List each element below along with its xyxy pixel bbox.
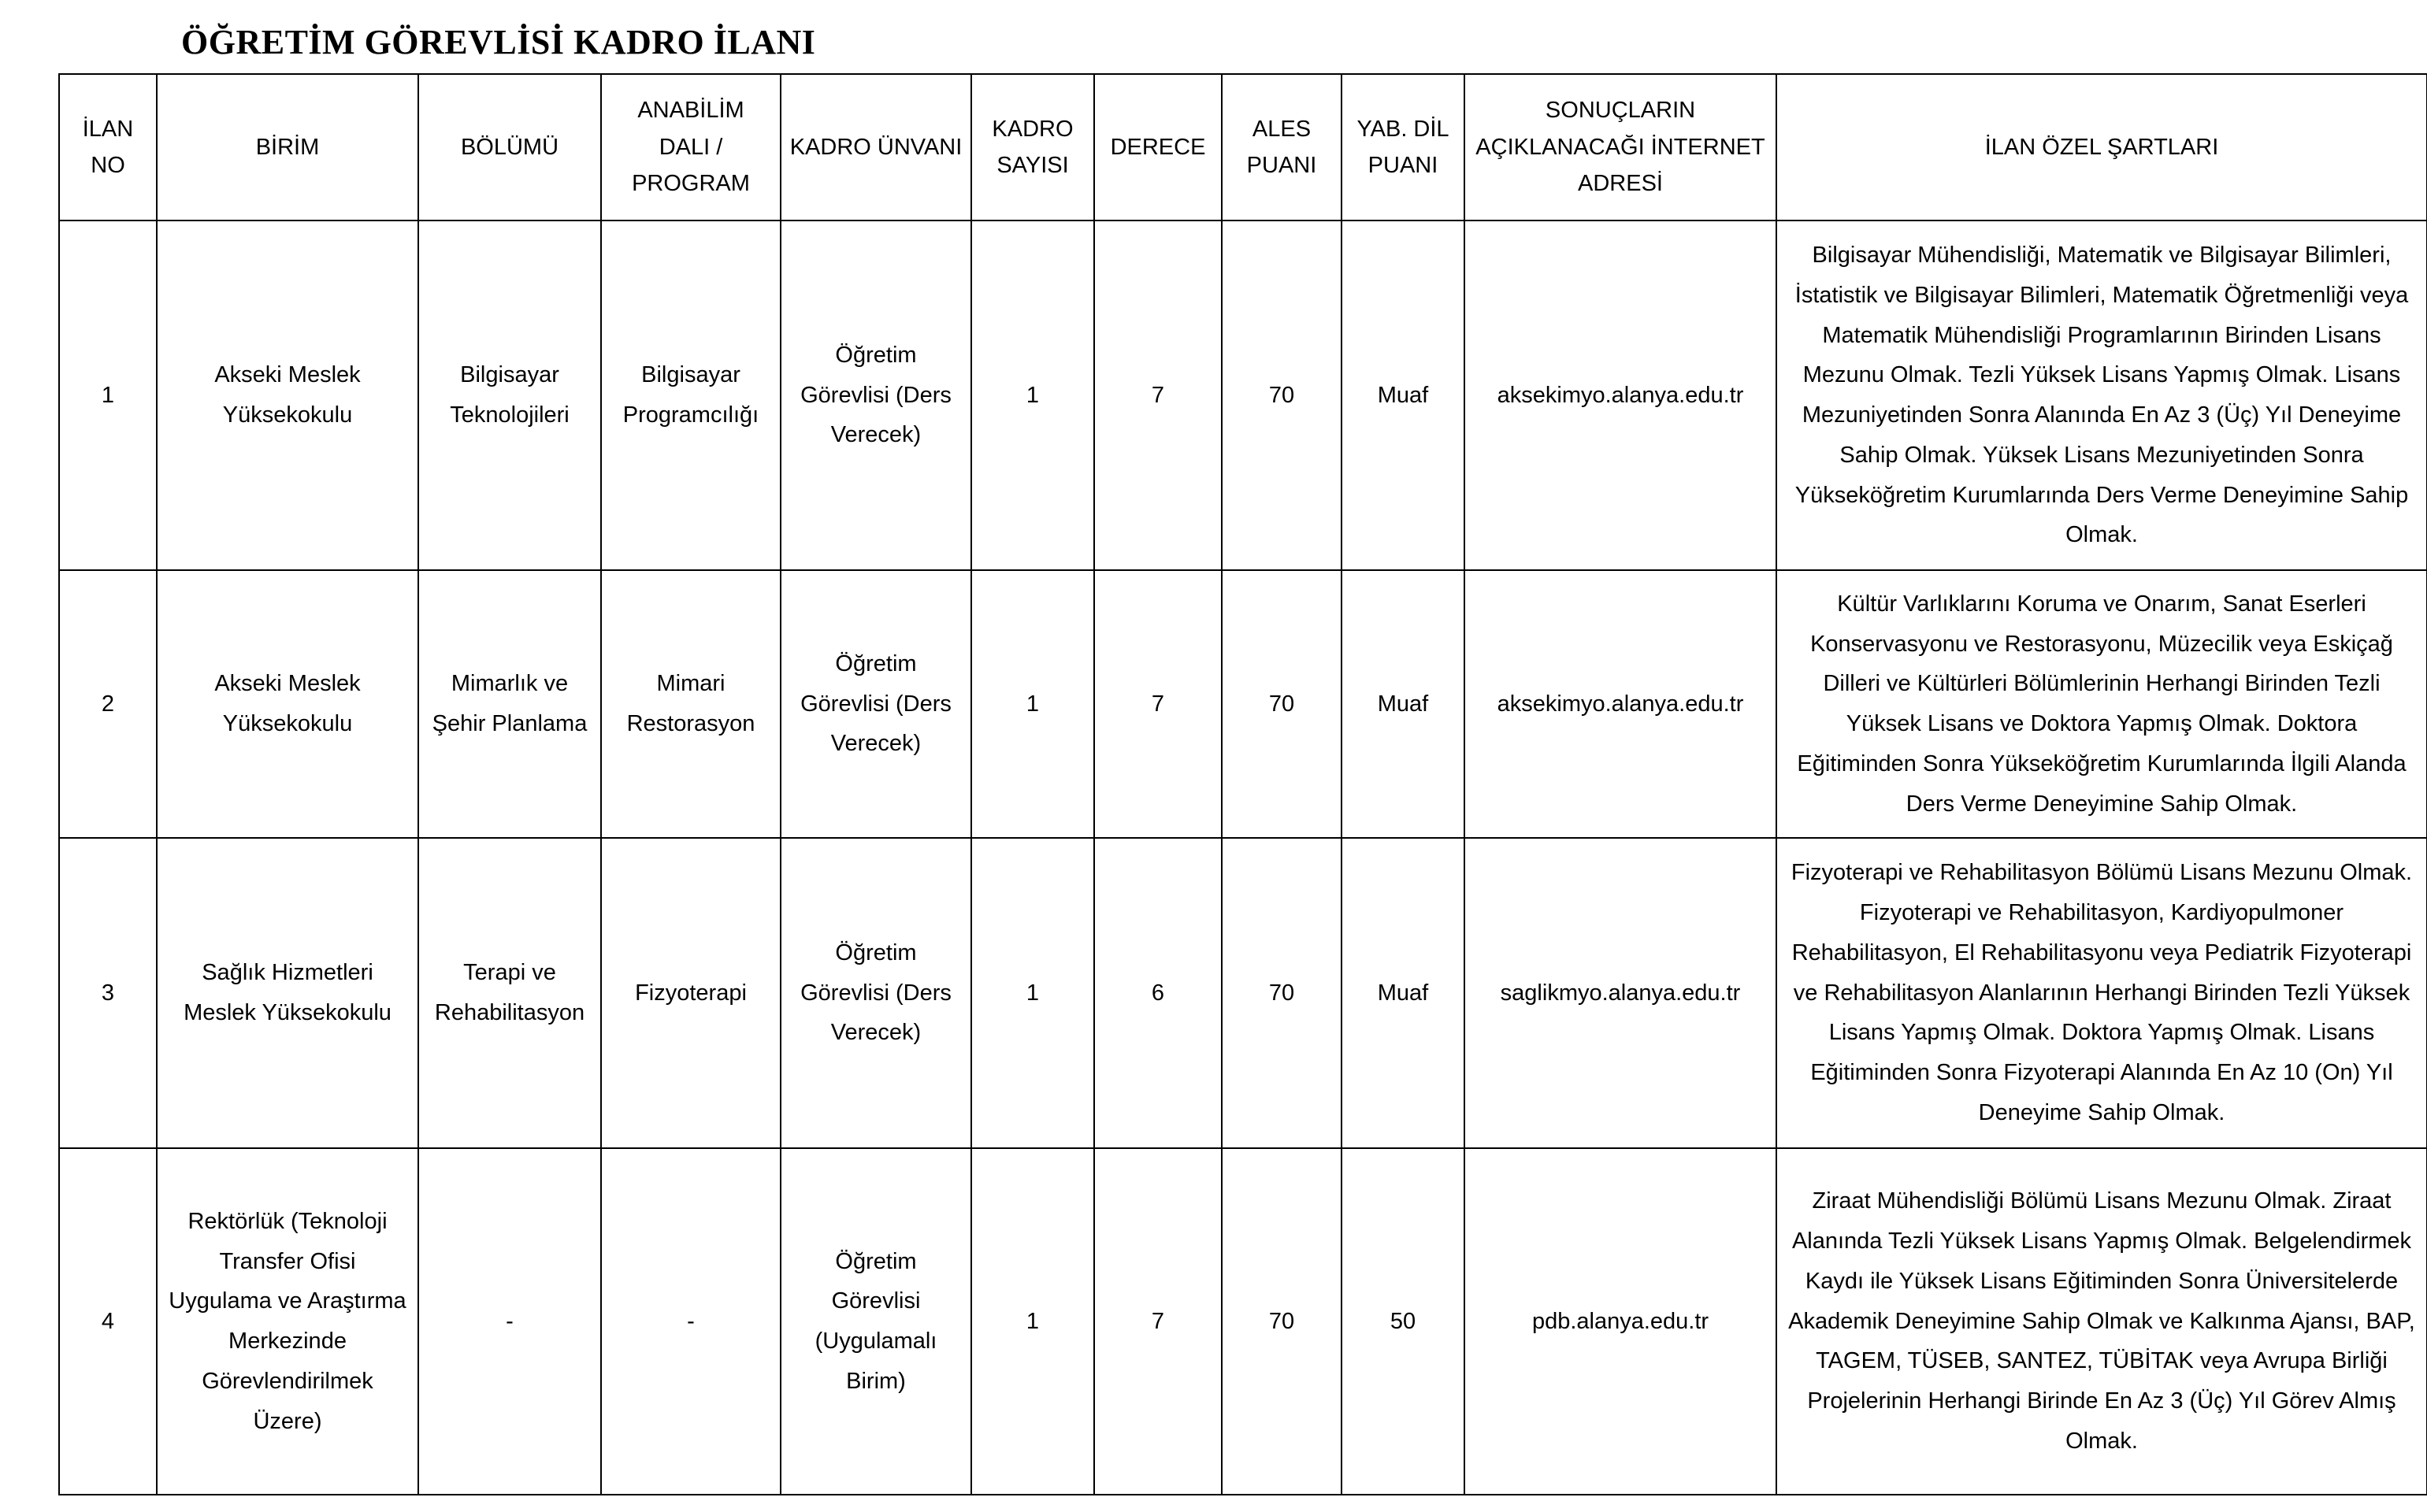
cell-yab-dil-puani: Muaf — [1342, 838, 1464, 1148]
cell-kadro-sayisi: 1 — [971, 838, 1094, 1148]
cell-ales-puani: 70 — [1222, 838, 1342, 1148]
header-ales-puani: ALES PUANI — [1222, 74, 1342, 220]
cell-anabilim-dali: Bilgisayar Programcılığı — [601, 220, 781, 570]
table-row — [59, 570, 2427, 838]
cell-ozel-sartlar: Bilgisayar Mühendisliği, Matematik ve Bilgisayar Bilimleri, İstatistik ve Bilgisayar Bilimleri, Matematik Öğretmenliği veya Matematik Mühendisliği Programlarının Birinden Lisans Mezunu Olmak. Tezli Yüksek Lisans Yapmış Olmak. Lisans Mezuniyetinden Sonra Alanında En Az 3 (Üç) Yıl Deneyime Sahip Olmak. Yüksek Lisans Mezuniyetinden Sonra Yükseköğretim Kurumlarında Ders Verme Deneyimine Sahip Olmak. — [1776, 220, 2427, 570]
cell-derece: 7 — [1094, 1148, 1222, 1495]
cell-internet-adresi: aksekimyo.alanya.edu.tr — [1464, 570, 1776, 838]
header-internet-adresi: SONUÇLARIN AÇIKLANACAĞI İNTERNET ADRESİ — [1464, 74, 1776, 220]
cell-ilan-no: 4 — [59, 1148, 157, 1495]
cell-birim: Sağlık Hizmetleri Meslek Yüksekokulu — [157, 838, 418, 1148]
cell-ales-puani: 70 — [1222, 570, 1342, 838]
cell-ilan-no: 3 — [59, 838, 157, 1148]
kadro-ilan-table — [58, 73, 2427, 1495]
cell-internet-adresi: pdb.alanya.edu.tr — [1464, 1148, 1776, 1495]
header-kadro-sayisi: KADRO SAYISI — [971, 74, 1094, 220]
cell-kadro-sayisi: 1 — [971, 570, 1094, 838]
cell-derece: 6 — [1094, 838, 1222, 1148]
header-kadro-unvani: KADRO ÜNVANI — [781, 74, 971, 220]
header-yab-dil-puani: YAB. DİL PUANI — [1342, 74, 1464, 220]
cell-anabilim-dali: - — [601, 1148, 781, 1495]
cell-ilan-no: 2 — [59, 570, 157, 838]
cell-derece: 7 — [1094, 220, 1222, 570]
cell-birim: Rektörlük (Teknoloji Transfer Ofisi Uygulama ve Araştırma Merkezinde Görevlendirilmek Üzere) — [157, 1148, 418, 1495]
cell-anabilim-dali: Mimari Restorasyon — [601, 570, 781, 838]
cell-ales-puani: 70 — [1222, 220, 1342, 570]
cell-ales-puani: 70 — [1222, 1148, 1342, 1495]
cell-ozel-sartlar: Kültür Varlıklarını Koruma ve Onarım, Sanat Eserleri Konservasyonu ve Restorasyonu, Müzecilik veya Eskiçağ Dilleri ve Kültürleri Bölümlerinin Herhangi Birinden Tezli Yüksek Lisans ve Doktora Yapmış Olmak. Doktora Eğitiminden Sonra Yükseköğretim Kurumlarında İlgili Alanda Ders Verme Deneyimine Sahip Olmak. — [1776, 570, 2427, 838]
cell-anabilim-dali: Fizyoterapi — [601, 838, 781, 1148]
header-ilan-no: İLAN NO — [59, 74, 157, 220]
header-bolumu: BÖLÜMÜ — [418, 74, 601, 220]
cell-kadro-sayisi: 1 — [971, 220, 1094, 570]
cell-kadro-sayisi: 1 — [971, 1148, 1094, 1495]
header-ozel-sartlar: İLAN ÖZEL ŞARTLARI — [1776, 74, 2427, 220]
header-derece: DERECE — [1094, 74, 1222, 220]
cell-birim: Akseki Meslek Yüksekokulu — [157, 570, 418, 838]
cell-kadro-unvani: Öğretim Görevlisi (Ders Verecek) — [781, 570, 971, 838]
table-header-row — [59, 74, 2427, 220]
header-anabilim-dali: ANABİLİM DALI / PROGRAM — [601, 74, 781, 220]
table-row — [59, 1148, 2427, 1495]
cell-kadro-unvani: Öğretim Görevlisi (Ders Verecek) — [781, 220, 971, 570]
header-birim: BİRİM — [157, 74, 418, 220]
cell-yab-dil-puani: 50 — [1342, 1148, 1464, 1495]
cell-bolumu: Terapi ve Rehabilitasyon — [418, 838, 601, 1148]
table-row — [59, 838, 2427, 1148]
cell-internet-adresi: saglikmyo.alanya.edu.tr — [1464, 838, 1776, 1148]
cell-ilan-no: 1 — [59, 220, 157, 570]
table-row — [59, 220, 2427, 570]
cell-bolumu: - — [418, 1148, 601, 1495]
cell-internet-adresi: aksekimyo.alanya.edu.tr — [1464, 220, 1776, 570]
cell-birim: Akseki Meslek Yüksekokulu — [157, 220, 418, 570]
cell-yab-dil-puani: Muaf — [1342, 570, 1464, 838]
cell-bolumu: Bilgisayar Teknolojileri — [418, 220, 601, 570]
cell-ozel-sartlar: Ziraat Mühendisliği Bölümü Lisans Mezunu Olmak. Ziraat Alanında Tezli Yüksek Lisans Yapmış Olmak. Belgelendirmek Kaydı ile Yüksek Lisans Eğitiminden Sonra Üniversitelerde Akademik Deneyimine Sahip Olmak ve Kalkınma Ajansı, BAP, TAGEM, TÜSEB, SANTEZ, TÜBİTAK veya Avrupa Birliği Projelerinin Herhangi Birinde En Az 3 (Üç) Yıl Görev Almış Olmak. — [1776, 1148, 2427, 1495]
cell-bolumu: Mimarlık ve Şehir Planlama — [418, 570, 601, 838]
cell-derece: 7 — [1094, 570, 1222, 838]
cell-yab-dil-puani: Muaf — [1342, 220, 1464, 570]
cell-kadro-unvani: Öğretim Görevlisi (Ders Verecek) — [781, 838, 971, 1148]
cell-ozel-sartlar: Fizyoterapi ve Rehabilitasyon Bölümü Lisans Mezunu Olmak. Fizyoterapi ve Rehabilitasyon, Kardiyopulmoner Rehabilitasyon, El Rehabilitasyonu veya Pediatrik Fizyoterapi ve Rehabilitasyon Alanlarının Herhangi Birinden Tezli Yüksek Lisans Yapmış Olmak. Doktora Yapmış Olmak. Lisans Eğitiminden Sonra Fizyoterapi Alanında En Az 10 (On) Yıl Deneyime Sahip Olmak. — [1776, 838, 2427, 1148]
page-title: ÖĞRETİM GÖREVLİSİ KADRO İLANI — [181, 23, 816, 61]
cell-kadro-unvani: Öğretim Görevlisi (Uygulamalı Birim) — [781, 1148, 971, 1495]
